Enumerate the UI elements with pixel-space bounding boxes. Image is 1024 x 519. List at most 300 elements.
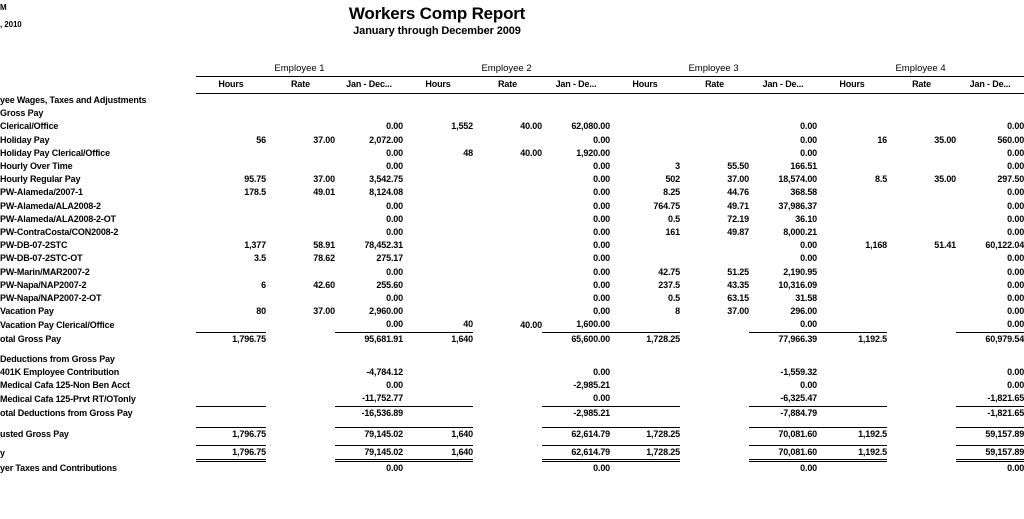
row-label: Medical Cafa 125-Prvt RT/OTonly: [0, 393, 136, 404]
cell-amount-emp3: 2,190.95: [783, 266, 818, 277]
cell-hours-emp4: 1,192.5: [817, 427, 887, 441]
cell-hours-emp1: [196, 226, 266, 239]
cell-rate-emp2: [473, 226, 542, 239]
table-row: [0, 160, 1024, 173]
cell-hours-emp2: [403, 366, 473, 379]
cell-hours-emp3: 1,728.25: [610, 332, 680, 346]
cell-hours-emp3: 0.5: [667, 292, 681, 303]
cell-amount-emp1: 0.00: [386, 266, 404, 277]
row-label: PW-Alameda/ALA2008-2-OT: [0, 213, 116, 224]
row-label: PW-DB-07-2STC: [0, 240, 68, 251]
page-title: Workers Comp Report: [348, 4, 526, 23]
cell-amount-emp2: 0.00: [593, 213, 611, 224]
cell-hours-emp1: [196, 120, 266, 133]
cell-rate-emp4: 35.00: [934, 174, 957, 185]
cell-hours-emp1: 1,796.75: [196, 332, 266, 346]
cell-hours-emp3: 8.25: [663, 187, 681, 198]
cell-amount-emp2: 62,080.00: [571, 121, 611, 132]
row-label: yer Taxes and Contributions: [0, 463, 117, 474]
table-row: [0, 186, 1024, 199]
table-row: [0, 134, 1024, 147]
cell-amount-emp1: 79,145.02: [335, 445, 403, 460]
cell-amount-emp4: -1,821.65: [956, 406, 1024, 420]
cell-hours-emp2: [403, 186, 473, 199]
table-row: [0, 252, 1024, 265]
cell-amount-emp3: 0.00: [800, 240, 818, 251]
cell-hours-emp1: [196, 266, 266, 279]
cell-amount-emp2: 0.00: [593, 366, 611, 377]
cell-rate-emp2: [473, 406, 542, 420]
cell-rate-emp2: [473, 239, 542, 252]
cell-rate-emp2: [473, 332, 542, 346]
cell-amount-emp4: 59,157.89: [956, 427, 1024, 441]
cell-hours-emp2: [403, 173, 473, 186]
cell-amount-emp2: 0.00: [593, 292, 611, 303]
cell-amount-emp1: 79,145.02: [335, 427, 403, 441]
cell-amount-emp3: 0.00: [800, 134, 818, 145]
cell-hours-emp4: [817, 392, 887, 406]
col-header-amount-2: Jan - De...: [542, 77, 610, 94]
spacer-row: [0, 346, 1024, 353]
cell-amount-emp1: 0.00: [386, 292, 404, 303]
cell-hours-emp1: 1,796.75: [196, 427, 266, 441]
cell-hours-emp2: [403, 292, 473, 305]
cell-rate-emp1: [266, 292, 335, 305]
cell-amount-emp2: -2,985.21: [542, 406, 610, 420]
cell-hours-emp2: [403, 134, 473, 147]
cell-amount-emp1: 2,960.00: [369, 306, 404, 317]
cell-hours-emp3: 764.75: [653, 200, 681, 211]
cell-hours-emp3: [610, 252, 680, 265]
row-label: Medical Cafa 125-Non Ben Acct: [0, 380, 130, 391]
cell-hours-emp3: 42.75: [658, 266, 681, 277]
cell-hours-emp1: 178.5: [244, 187, 266, 198]
cell-rate-emp3: [680, 252, 749, 265]
cell-rate-emp1: [266, 266, 335, 279]
cell-rate-emp1: [266, 445, 335, 460]
cell-hours-emp2: [403, 406, 473, 420]
cell-hours-emp4: [817, 226, 887, 239]
cell-rate-emp1: 42.60: [313, 279, 335, 290]
row-label: PW-Alameda/2007-1: [0, 187, 83, 198]
employer-taxes-row: [0, 461, 1024, 476]
cell-amount-emp2: 0.00: [593, 200, 611, 211]
cell-rate-emp4: [887, 186, 956, 199]
cell-hours-emp4: [817, 147, 887, 160]
cell-rate-emp3: [680, 120, 749, 133]
cell-hours-emp3: 161: [665, 226, 681, 237]
cell-rate-emp4: [887, 226, 956, 239]
cell-hours-emp2: 1,552: [451, 121, 474, 132]
cell-amount-emp1: 0.00: [386, 200, 404, 211]
row-label: PW-Napa/NAP2007-2: [0, 279, 87, 290]
cell-hours-emp4: [817, 279, 887, 292]
cell-amount-emp1: 0.00: [386, 380, 404, 391]
table-row: [0, 266, 1024, 279]
cell-hours-emp2: [403, 461, 473, 476]
cell-rate-emp4: [887, 120, 956, 133]
col-header-hours-1: Hours: [196, 77, 266, 94]
cell-amount-emp3: -7,884.79: [749, 406, 817, 420]
cell-rate-emp4: [887, 292, 956, 305]
cell-rate-emp4: [887, 252, 956, 265]
cell-amount-emp3: 0.00: [800, 121, 818, 132]
cell-amount-emp2: 0.00: [593, 174, 611, 185]
cell-rate-emp2: [473, 379, 542, 392]
row-label: Vacation Pay: [0, 306, 54, 317]
cell-amount-emp4: 0.00: [1007, 226, 1024, 237]
cell-hours-emp2: [403, 305, 473, 318]
cell-hours-emp2: [403, 226, 473, 239]
group-header-spacer: [0, 62, 196, 77]
table-row: [0, 239, 1024, 252]
cell-amount-emp3: 368.58: [790, 187, 818, 198]
cell-amount-emp2: 1,600.00: [576, 319, 611, 330]
cell-amount-emp4: 0.00: [1007, 160, 1024, 171]
cell-hours-emp1: 3.5: [253, 253, 266, 264]
cell-hours-emp1: 56: [256, 134, 266, 145]
cell-amount-emp4: 60,122.04: [985, 240, 1024, 251]
cell-hours-emp2: [403, 213, 473, 226]
cell-hours-emp4: 16: [877, 134, 888, 145]
cell-rate-emp2: [473, 427, 542, 441]
table-row: [0, 173, 1024, 186]
table-row: [0, 226, 1024, 239]
row-label: PW-DB-07-2STC-OT: [0, 253, 83, 264]
cell-amount-emp4: 0.00: [1007, 306, 1024, 317]
cell-amount-emp2: 62,614.79: [542, 445, 610, 460]
cell-hours-emp4: 1,168: [865, 240, 888, 251]
cell-hours-emp3: 3: [675, 160, 681, 171]
cell-hours-emp4: [817, 379, 887, 392]
cell-rate-emp1: [266, 318, 335, 332]
cell-amount-emp3: 77,966.39: [749, 332, 817, 346]
cell-rate-emp3: [680, 366, 749, 379]
employee-group-2: Employee 2: [403, 62, 610, 77]
cell-rate-emp3: [680, 406, 749, 420]
cell-amount-emp3: 0.00: [800, 319, 818, 330]
table-row: [0, 120, 1024, 133]
cell-amount-emp4: 0.00: [1007, 213, 1024, 224]
cell-rate-emp2: [473, 252, 542, 265]
cell-rate-emp3: 63.15: [727, 292, 750, 303]
cell-amount-emp4: 0.00: [1007, 366, 1024, 377]
cell-amount-emp3: 10,316.09: [778, 279, 818, 290]
cell-hours-emp4: [817, 292, 887, 305]
cell-rate-emp3: 37.00: [727, 306, 750, 317]
cell-hours-emp4: 1,192.5: [817, 332, 887, 346]
cell-hours-emp1: [196, 292, 266, 305]
cell-rate-emp4: [887, 305, 956, 318]
cell-rate-emp2: 40.00: [520, 121, 543, 132]
cell-hours-emp3: 502: [665, 174, 681, 185]
cell-amount-emp2: 0.00: [593, 306, 611, 317]
cell-amount-emp1: 3,542.75: [369, 174, 404, 185]
cell-rate-emp4: [887, 461, 956, 476]
section-heading-label: yee Wages, Taxes and Adjustments: [0, 94, 147, 105]
deduction-row: [0, 366, 1024, 379]
cell-rate-emp1: 37.00: [313, 306, 335, 317]
col-header-rate-1: Rate: [266, 77, 335, 94]
row-label: otal Gross Pay: [0, 333, 61, 344]
cell-rate-emp2: 40.00: [520, 319, 543, 330]
cell-amount-emp2: 1,920.00: [576, 147, 611, 158]
cell-rate-emp1: 37.00: [313, 174, 335, 185]
cell-hours-emp2: [403, 279, 473, 292]
cell-hours-emp4: [817, 461, 887, 476]
cell-rate-emp4: [887, 200, 956, 213]
cell-rate-emp3: [680, 239, 749, 252]
cell-hours-emp4: [817, 318, 887, 332]
cell-rate-emp2: [473, 266, 542, 279]
cell-amount-emp3: 166.51: [790, 160, 818, 171]
row-label: usted Gross Pay: [0, 428, 69, 439]
cell-amount-emp1: 8,124.08: [369, 187, 404, 198]
cell-hours-emp3: [610, 147, 680, 160]
row-label: otal Deductions from Gross Pay: [0, 407, 133, 418]
cell-rate-emp1: [266, 427, 335, 441]
cell-hours-emp1: 6: [261, 279, 266, 290]
cell-hours-emp3: [610, 379, 680, 392]
cell-rate-emp3: [680, 427, 749, 441]
adjusted-gross-pay-row: [0, 427, 1024, 441]
cell-rate-emp4: [887, 379, 956, 392]
cell-hours-emp2: [403, 266, 473, 279]
cell-amount-emp2: 0.00: [593, 134, 611, 145]
table-header: [0, 62, 1024, 94]
cell-rate-emp4: [887, 392, 956, 406]
section-heading-deductions: [0, 353, 1024, 366]
cell-rate-emp3: [680, 134, 749, 147]
cell-hours-emp4: [817, 186, 887, 199]
cell-rate-emp3: 49.71: [727, 200, 750, 211]
table-row: [0, 305, 1024, 318]
cell-hours-emp1: 1,377: [244, 240, 266, 251]
cell-rate-emp4: [887, 406, 956, 420]
cell-hours-emp2: [403, 160, 473, 173]
cell-amount-emp3: 0.00: [800, 380, 818, 391]
cell-amount-emp4: 59,157.89: [956, 445, 1024, 460]
cell-rate-emp2: 40.00: [520, 147, 543, 158]
cell-hours-emp3: 1,728.25: [610, 445, 680, 460]
cell-hours-emp4: [817, 213, 887, 226]
cell-hours-emp2: [403, 252, 473, 265]
cell-hours-emp3: [610, 366, 680, 379]
cell-amount-emp3: 296.00: [790, 306, 818, 317]
cell-rate-emp4: [887, 318, 956, 332]
cell-amount-emp1: 2,072.00: [369, 134, 404, 145]
cell-hours-emp1: [196, 200, 266, 213]
cell-amount-emp1: 255.60: [376, 279, 404, 290]
deduction-row: [0, 392, 1024, 406]
cell-amount-emp2: 0.00: [593, 279, 611, 290]
table-row: [0, 279, 1024, 292]
cell-rate-emp2: [473, 186, 542, 199]
col-header-hours-3: Hours: [610, 77, 680, 94]
cell-amount-emp2: 0.00: [593, 187, 611, 198]
row-label: 401K Employee Contribution: [0, 366, 120, 377]
cell-rate-emp2: [473, 279, 542, 292]
cell-rate-emp3: [680, 461, 749, 476]
report-date-range: January through December 2009: [353, 25, 521, 37]
cell-amount-emp2: 0.00: [593, 266, 611, 277]
section-heading-gross-pay: [0, 107, 1024, 120]
employee-group-1: Employee 1: [196, 62, 403, 77]
report-header: [0, 4, 1024, 38]
row-label: PW-Marin/MAR2007-2: [0, 266, 90, 277]
cell-amount-emp1: 275.17: [376, 253, 404, 264]
spacer-row: [0, 420, 1024, 428]
cell-hours-emp3: [610, 239, 680, 252]
cell-hours-emp4: [817, 200, 887, 213]
cell-rate-emp3: 37.00: [727, 174, 750, 185]
total-deductions-row: [0, 406, 1024, 420]
cell-hours-emp1: [196, 406, 266, 420]
cell-amount-emp2: 65,600.00: [542, 332, 610, 346]
cell-amount-emp3: 0.00: [800, 253, 818, 264]
cell-hours-emp1: [196, 318, 266, 332]
cell-hours-emp1: [196, 147, 266, 160]
cell-rate-emp1: [266, 226, 335, 239]
col-header-rate-2: Rate: [473, 77, 542, 94]
cell-rate-emp3: 44.76: [727, 187, 750, 198]
cell-amount-emp3: 8,000.21: [783, 226, 818, 237]
cell-rate-emp2: [473, 366, 542, 379]
cell-hours-emp2: [403, 200, 473, 213]
employee-group-4: Employee 4: [817, 62, 1024, 77]
cell-amount-emp1: -16,536.89: [335, 406, 403, 420]
cell-hours-emp3: 237.5: [658, 279, 681, 290]
cell-amount-emp1: -11,752.77: [361, 393, 404, 404]
cell-rate-emp4: 35.00: [934, 134, 957, 145]
cell-hours-emp1: 80: [256, 306, 266, 317]
table-row: [0, 318, 1024, 332]
cell-amount-emp1: 0.00: [386, 213, 404, 224]
cell-rate-emp2: [473, 213, 542, 226]
cell-rate-emp4: [887, 366, 956, 379]
cell-hours-emp1: [196, 379, 266, 392]
row-label: Holiday Pay Clerical/Office: [0, 147, 110, 158]
table-row: [0, 200, 1024, 213]
col-header-hours-2: Hours: [403, 77, 473, 94]
cell-hours-emp2: 48: [463, 147, 474, 158]
cell-amount-emp4: 60,979.54: [956, 332, 1024, 346]
cell-amount-emp2: 0.00: [593, 393, 611, 404]
col-header-amount-1: Jan - Dec...: [335, 77, 403, 94]
cell-amount-emp1: 0.00: [386, 147, 404, 158]
employee-group-3: Employee 3: [610, 62, 817, 77]
cell-rate-emp3: [680, 445, 749, 460]
cell-amount-emp2: 0.00: [593, 226, 611, 237]
cell-rate-emp1: [266, 406, 335, 420]
row-label: PW-Napa/NAP2007-2-OT: [0, 292, 102, 303]
cell-rate-emp2: [473, 445, 542, 460]
cell-rate-emp1: [266, 213, 335, 226]
cell-rate-emp3: [680, 392, 749, 406]
cell-rate-emp1: [266, 160, 335, 173]
cell-rate-emp3: [680, 318, 749, 332]
cell-hours-emp3: [610, 134, 680, 147]
table-row: [0, 213, 1024, 226]
cell-amount-emp4: 297.50: [997, 174, 1024, 185]
table-row: [0, 292, 1024, 305]
grand-total-row: [0, 445, 1024, 460]
cell-amount-emp2: 0.00: [593, 160, 611, 171]
cell-amount-emp3: 70,081.60: [749, 445, 817, 460]
employee-group-header-row: [0, 62, 1024, 77]
cell-amount-emp3: 18,574.00: [778, 174, 818, 185]
cell-hours-emp3: [610, 406, 680, 420]
table-row: [0, 147, 1024, 160]
cell-hours-emp3: 0.5: [667, 213, 681, 224]
cell-amount-emp3: -6,325.47: [780, 393, 818, 404]
cell-rate-emp4: 51.41: [934, 240, 957, 251]
cell-amount-emp1: 0.00: [386, 319, 404, 330]
cell-hours-emp4: [817, 120, 887, 133]
cell-hours-emp3: [610, 318, 680, 332]
cell-rate-emp4: [887, 279, 956, 292]
cell-amount-emp2: 0.00: [593, 253, 611, 264]
cell-amount-emp1: 0.00: [386, 121, 404, 132]
cell-hours-emp1: [196, 461, 266, 476]
cell-amount-emp3: 36.10: [795, 213, 818, 224]
cell-amount-emp3: 37,986.37: [778, 200, 818, 211]
row-label: Vacation Pay Clerical/Office: [0, 319, 115, 330]
cell-rate-emp1: [266, 379, 335, 392]
cell-hours-emp1: 1,796.75: [196, 445, 266, 460]
cell-amount-emp4: 0.00: [1007, 253, 1024, 264]
col-header-rate-4: Rate: [887, 77, 956, 94]
cell-amount-emp4: -1,821.65: [987, 393, 1024, 404]
cell-amount-emp3: 70,081.60: [749, 427, 817, 441]
cell-amount-emp4: 0.00: [1007, 463, 1024, 474]
cell-rate-emp1: [266, 392, 335, 406]
cell-amount-emp4: 0.00: [1007, 200, 1024, 211]
cell-hours-emp4: [817, 305, 887, 318]
cell-rate-emp3: 51.25: [727, 266, 750, 277]
cell-amount-emp4: 0.00: [1007, 266, 1024, 277]
cell-hours-emp2: 1,640: [403, 427, 473, 441]
cell-rate-emp4: [887, 266, 956, 279]
cell-amount-emp1: -4,784.12: [366, 366, 404, 377]
report-meta-line-1: M: [0, 3, 7, 12]
col-header-hours-4: Hours: [817, 77, 887, 94]
col-header-amount-4: Jan - De...: [956, 77, 1024, 94]
cell-amount-emp3: -1,559.32: [780, 366, 818, 377]
cell-rate-emp1: [266, 461, 335, 476]
column-header-spacer: [0, 77, 196, 94]
workers-comp-table: [0, 62, 1024, 475]
cell-rate-emp2: [473, 392, 542, 406]
cell-rate-emp4: [887, 445, 956, 460]
cell-hours-emp3: 1,728.25: [610, 427, 680, 441]
cell-hours-emp4: [817, 160, 887, 173]
cell-rate-emp3: [680, 147, 749, 160]
row-label: PW-ContraCosta/CON2008-2: [0, 226, 119, 237]
cell-hours-emp4: [817, 266, 887, 279]
cell-rate-emp2: [473, 292, 542, 305]
cell-amount-emp2: 0.00: [593, 240, 611, 251]
cell-rate-emp1: 37.00: [313, 134, 335, 145]
cell-amount-emp4: 0.00: [1007, 380, 1024, 391]
cell-rate-emp3: 55.50: [727, 160, 750, 171]
cell-rate-emp1: 49.01: [313, 187, 335, 198]
cell-hours-emp3: [610, 120, 680, 133]
row-label: Hourly Regular Pay: [0, 174, 81, 185]
cell-amount-emp4: 0.00: [1007, 279, 1024, 290]
section-heading-label: Gross Pay: [0, 108, 44, 119]
cell-rate-emp2: [473, 461, 542, 476]
